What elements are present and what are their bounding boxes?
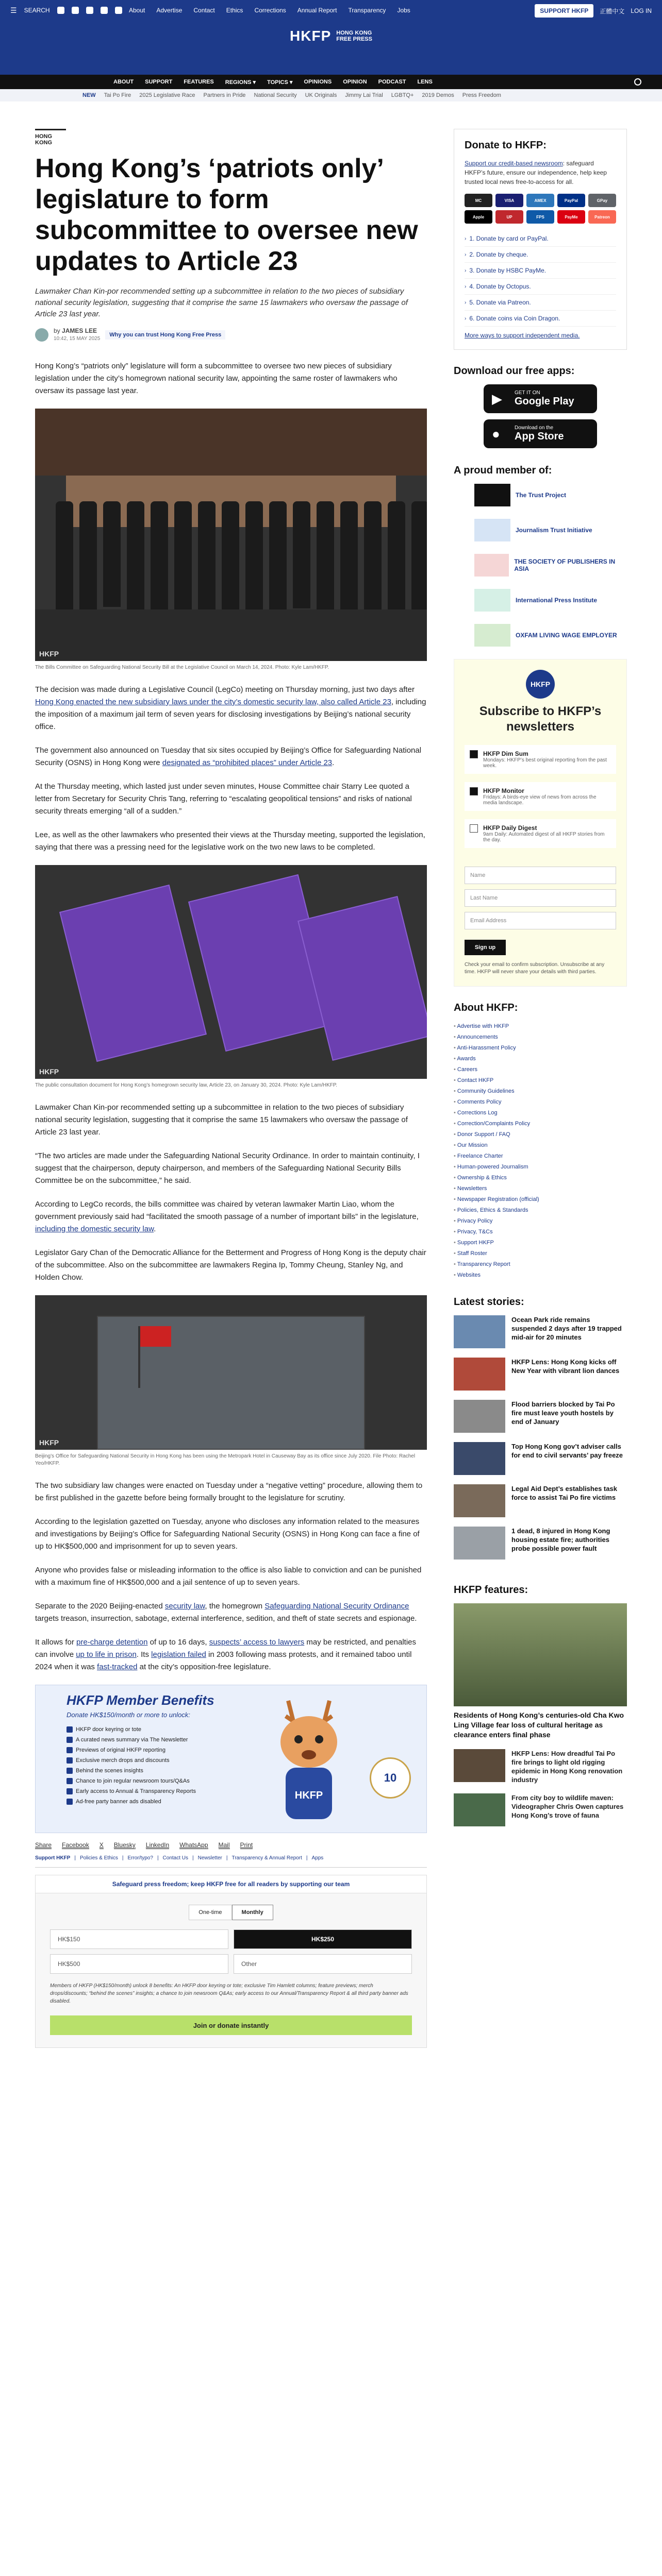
features-heading: HKFP features: [454,1584,528,1596]
lawmakers-row [56,501,427,617]
support-button[interactable]: SUPPORT HKFP [535,4,593,18]
check-icon [67,1726,73,1733]
donate-option[interactable]: › 5. Donate via Patreon. [465,295,616,311]
inline-link[interactable]: pre-charge detention [76,1638,148,1647]
donate-option[interactable]: › 1. Donate by card or PayPal. [465,231,616,247]
amount-option[interactable]: HK$150 [50,1929,228,1949]
utility-link-ethics[interactable]: Ethics [226,7,243,14]
site-logo[interactable] [268,21,394,52]
email-field[interactable]: Email Address [465,912,616,929]
author-avatar [35,328,48,342]
inline-link[interactable]: Safeguarding National Security Ordinance [264,1602,409,1611]
member-org[interactable]: The Trust Project [474,484,627,506]
about-link[interactable]: • Ownership & Ethics [454,1173,627,1183]
utility-link-about[interactable]: About [129,7,145,14]
more-ways-link[interactable]: More ways to support independent media. [465,332,580,339]
figure-caption: The Bills Committee on Safeguarding National Security Bill at the Legislative Council on March 14, 2024. Photo: Kyle Lam/HKFP. [35,665,329,670]
share-facebook[interactable]: Facebook [62,1841,89,1849]
instagram-icon[interactable] [86,7,93,14]
share-mail[interactable]: Mail [218,1841,230,1849]
about-link[interactable]: • Policies, Ethics & Standards [454,1205,627,1216]
tag-link[interactable]: Press Freedom [462,92,501,98]
footer-link[interactable]: Policies & Ethics [79,1855,118,1861]
signup-note: Check your email to confirm subscription. Unsubscribe at any time. HKFP will never share your details with third parties. [465,962,605,975]
google-play-button[interactable]: ▶ GET IT ON Google Play [484,384,597,413]
paypal-icon: PayPal [557,194,585,207]
article-date: 10:42, 15 MAY 2025 [54,336,101,342]
article-title: Hong Kong’s ‘patriots only’ legislature to form subcommittee to oversee new updates to Article 23 [35,154,418,276]
about-link[interactable]: • Newsletters [454,1183,627,1194]
about-links [454,1021,627,1281]
apple-icon: ● [492,426,500,442]
byline [35,327,427,343]
story-thumbnail [454,1527,505,1560]
about-link[interactable]: • Newspaper Registration (official) [454,1194,627,1205]
story-thumbnail [454,1484,505,1517]
donate-option[interactable]: › 4. Donate by Octopus. [465,279,616,295]
check-icon [67,1737,73,1743]
author-block: by JAMES LEE 10:42, 15 MAY 2025 [54,327,101,342]
newsletter-option[interactable]: HKFP Dim Sum Mondays: HKFP’s best original reporting from the past week. [465,745,616,774]
deer-mascot [257,1696,360,1824]
benefit-item: Previews of original HKFP reporting [67,1745,196,1755]
author-name[interactable]: JAMES LEE [62,327,97,334]
share-bar [35,1841,427,1849]
trust-project-logo [474,484,510,506]
about-link[interactable]: • Announcements [454,1032,627,1043]
inline-link[interactable]: fast-tracked [97,1663,138,1671]
benefit-item: A curated news summary via The Newsletter [67,1735,196,1745]
paragraph: Lee, as well as the other lawmakers who presented their views at the Thursday meeting, supported the legislation, saying that there was a pressing need for the legislative work on the two new laws to be completed. [35,831,425,852]
logo-text: HONG KONG FREE PRESS [336,30,372,42]
member-org[interactable]: International Press Institute [474,589,627,612]
language-link[interactable]: 正體中文 [600,7,625,15]
donate-text: Support our credit-based newsroom: safeguard HKFP’s future, ensure our independence, help keep trusted local news free-to-access for all. [465,160,607,185]
figure-lawmakers [35,409,427,671]
feature-main[interactable]: Residents of Hong Kong’s centuries-old Cha Kwo Ling Village fear loss of cultural heritage as clearance enters final phase [454,1603,627,1740]
share-label: Share [35,1841,52,1849]
share-whatsapp[interactable]: WhatsApp [179,1841,208,1849]
mastercard-icon: MC [465,194,492,207]
utility-link-advertise[interactable]: Advertise [156,7,183,14]
promo-title: HKFP Member Benefits [67,1692,214,1708]
anniversary-badge: 10 [370,1757,411,1799]
photo-watermark: HKFP [39,1438,59,1447]
share-bluesky[interactable]: Bluesky [113,1841,136,1849]
paragraph: Anyone who provides false or misleading information to the office is also liable to conviction and can be punished with a maximum fine of HK$500,000 and a jail sentence of up to seven years. [35,1566,422,1587]
youtube-icon[interactable] [101,7,108,14]
utility-link-contact[interactable]: Contact [193,7,215,14]
figure-osns-office [35,1295,427,1467]
menu-icon[interactable]: ☰ [10,6,17,14]
nav-features[interactable]: FEATURES [184,79,214,85]
consultation-photo [35,865,427,1079]
trending-tags [0,89,662,101]
checkbox-checked[interactable] [470,750,478,758]
latest-story[interactable]: Legal Aid Dept’s establishes task force to assist Tai Po fire victims [454,1484,627,1517]
benefit-item: Exclusive merch drops and discounts [67,1755,196,1766]
utility-link-jobs[interactable]: Jobs [397,7,410,14]
chevron-right-icon: › [465,315,467,321]
patreon-icon: Patreon [588,210,616,224]
jti-logo [474,519,510,541]
tag-link[interactable]: Tai Po Fire [104,92,131,98]
check-icon [67,1768,73,1774]
member-org[interactable]: THE SOCIETY OF PUBLISHERS IN ASIA [474,554,627,577]
apps-heading: Download our free apps: [454,365,575,377]
freq-monthly[interactable]: Monthly [232,1905,273,1920]
check-icon [67,1788,73,1794]
footer-link[interactable]: Contact Us [162,1855,189,1861]
paragraph: According to LegCo records, the bills committee was chaired by veteran lawmaker Martin Liao, whom the government previously said had “facilitated the smooth passage of a number of important bills” in the legislature, including the domestic security law. [35,1200,419,1233]
amount-options [36,1929,426,1974]
about-link[interactable]: • Websites [454,1270,627,1281]
story-thumbnail [454,1793,505,1826]
lawmakers-photo [35,409,427,661]
figure-caption: The public consultation document for Hong Kong’s homegrown security law, Article 23, on January 30, 2024. Photo: Kyle Lam/HKFP. [35,1082,338,1088]
about-link[interactable]: • Freelance Charter [454,1151,627,1162]
member-org[interactable]: OXFAM LIVING WAGE EMPLOYER [474,624,627,647]
chevron-right-icon: › [465,235,467,242]
about-link[interactable]: • Careers [454,1064,627,1075]
paragraph: At the Thursday meeting, which lasted just under seven minutes, House Committee chair Starry Lee quoted a letter from Secretary for Security Chris Tang, referring to “escalating geopolitical tensions” and risks of national security threats emerging “all of a sudden.” [35,782,412,816]
nav-opinion[interactable]: OPINION [343,79,367,85]
inline-link[interactable]: Hong Kong enacted the new subsidiary laws under the city’s domestic security law, also called Article 23 [35,698,391,706]
join-button[interactable]: Join or donate instantly [50,2015,412,2035]
donate-option[interactable]: › 3. Donate by HSBC PayMe. [465,263,616,279]
check-icon [67,1799,73,1805]
about-link[interactable]: • Privacy Policy [454,1216,627,1227]
inline-link[interactable]: up to life in prison [76,1650,137,1659]
figure-consultation [35,865,427,1089]
amex-icon: AMEX [526,194,554,207]
inline-link[interactable]: security law [164,1602,205,1611]
donate-option[interactable]: › 6. Donate coins via Coin Dragon. [465,311,616,327]
facebook-icon[interactable] [57,7,64,14]
last-name-field[interactable]: Last Name [465,889,616,907]
paragraph: The decision was made during a Legislative Council (LegCo) meeting on Thursday morning, just two days after Hong Kong enacted the new subsidiary laws under the city’s domestic security law, also called Article 23, including the imposition of a maximum jail term of seven years for disclosing investigations by Beijing’s national security office. [35,685,426,731]
app-store-button[interactable]: ● Download on the App Store [484,419,597,448]
feature-image [454,1603,627,1706]
photo-watermark: HKFP [39,650,59,658]
svg-text:HKFP: HKFP [294,1790,323,1801]
paragraph: Separate to the 2020 Beijing-enacted security law, the homegrown Safeguarding National Security Ordinance targets treason, insurrection, sabotage, external interference, sedition, and theft of state secrets and espionage. [35,1602,417,1623]
paragraph: Hong Kong’s “patriots only” legislature will form a subcommittee to oversee two new pieces of subsidiary legislation under the city’s homegrown national security law, appointing the same roster of lawmakers who oversaw its passage last year. [35,362,398,395]
figure-caption: Beijing’s Office for Safeguarding National Security in Hong Kong has been using the Metropark Hotel in Causeway Bay as its office since July 2020. File Photo: Rachel Yeo/HKFP. [35,1453,416,1466]
inline-link[interactable]: including the domestic security law [35,1225,154,1233]
about-link[interactable]: • Transparency Report [454,1259,627,1270]
play-icon: ▶ [492,391,502,406]
google-pay-icon: GPay [588,194,616,207]
hkfp-logo: HKFP [526,670,555,699]
utility-link-transparency[interactable]: Transparency [348,7,386,14]
nav-topics[interactable]: TOPICS ▾ [267,79,293,86]
inline-link[interactable]: suspects’ access to lawyers [209,1638,305,1647]
paragraph: It allows for pre-charge detention of up to 16 days, suspects’ access to lawyers may be restricted, and penalties can involve up to life in prison. Its legislation failed in 2003 following mass protests, and it remained taboo until 2024 when it was fast-tracked at the city’s opposition-free legislature. [35,1638,417,1671]
member-org[interactable]: Journalism Trust Initiative [474,519,627,541]
nav-podcast[interactable]: PODCAST [378,79,406,85]
tag-link[interactable]: 2019 Demos [422,92,454,98]
donate-card [454,129,627,350]
about-link[interactable]: • Awards [454,1054,627,1064]
feature-story[interactable]: HKFP Lens: How dreadful Tai Po fire brings to light old rigging epidemic in Hong Kong renovation industry [454,1749,627,1784]
member-heading: A proud member of: [454,465,552,476]
about-link[interactable]: • Community Guidelines [454,1086,627,1097]
share-x[interactable]: X [99,1841,104,1849]
footer-link[interactable]: Error/typo? [127,1855,153,1861]
share-linkedin[interactable]: LinkedIn [145,1841,170,1849]
story-thumbnail [454,1442,505,1475]
checkbox-checked[interactable] [470,787,478,795]
nav-opinions[interactable]: OPINIONS [304,79,332,85]
latest-story[interactable]: HKFP Lens: Hong Kong kicks off New Year with vibrant lion dances [454,1358,627,1391]
story-thumbnail [454,1315,505,1348]
story-thumbnail [454,1749,505,1782]
newsletter-signup [454,659,627,987]
article-footer-links: Support HKFP | Policies & Ethics | Error/typo? | Contact Us | Newsletter | Transparency & Annual Report | Apps [35,1855,427,1868]
name-field[interactable]: Name [465,867,616,884]
search-icon[interactable] [634,78,641,86]
threads-icon[interactable] [115,7,122,14]
donate-widget [35,1875,427,2048]
about-link[interactable]: • Contact HKFP [454,1075,627,1086]
tag-link[interactable]: UK Originals [305,92,337,98]
nav-regions[interactable]: REGIONS ▾ [225,79,256,86]
tag-link[interactable]: National Security [254,92,297,98]
about-heading: About HKFP: [454,1002,518,1013]
chevron-right-icon: › [465,299,467,306]
newsletter-option[interactable]: HKFP Monitor Fridays: A birds-eye view of news from across the media landscape. [465,782,616,811]
search-link[interactable]: SEARCH [24,7,50,14]
article-category[interactable]: HONG KONG [35,129,66,146]
paragraph: Legislator Gary Chan of the Democratic Alliance for the Betterment and Progress of Hong Kong is the deputy chair of the subcommittee. Also on the subcommittee are lawmakers Regina Ip, Tommy Cheung, Stanley Ng, and Holden Chow. [35,1248,426,1282]
check-icon [67,1747,73,1753]
sopa-logo [474,554,509,577]
footer-link[interactable]: Support HKFP [35,1855,71,1861]
donate-header: Safeguard press freedom; keep HKFP free for all readers by supporting our team [36,1875,426,1893]
top-bar [0,0,662,21]
inline-link[interactable]: legislation failed [151,1650,206,1659]
article [35,129,427,2048]
about-link[interactable]: • Privacy, T&Cs [454,1227,627,1238]
paragraph: “The two articles are made under the Safeguarding National Security Ordinance. In order to maintain continuity, I suggest that the chairperson, deputy chairperson, and members of the Safeguarding National Security Bills Committee be on the subcommittee,” he said. [35,1151,420,1185]
chevron-right-icon: › [465,283,467,290]
osns-office-photo [35,1295,427,1450]
header-actions [535,4,652,18]
login-link[interactable]: LOG IN [631,7,652,14]
footer-link[interactable]: Apps [311,1855,324,1861]
fps-icon: FPS [526,210,554,224]
amount-other-input[interactable]: Other [234,1954,412,1974]
latest-heading: Latest stories: [454,1296,524,1308]
amount-option-selected[interactable]: HK$250 [234,1929,412,1949]
sidebar [454,129,627,1836]
about-link[interactable]: • Corrections Log [454,1108,627,1118]
x-icon[interactable] [72,7,79,14]
chevron-right-icon: › [465,251,467,258]
benefit-item: Early access to Annual & Transparency Reports [67,1786,196,1797]
paragraph: According to the legislation gazetted on Tuesday, anyone who discloses any information related to the measures and investigations by Beijing’s Office for Safeguarding National Security (OSNS) in Hong Kong can face a fine of up to HK$500,000 and imprisonment for up to seven years. [35,1517,420,1551]
benefit-item: Behind the scenes insights [67,1766,196,1776]
benefit-item: Chance to join regular newsroom tours/Q&As [67,1776,196,1786]
ipi-logo [474,589,510,612]
visa-icon: VISA [495,194,523,207]
logo-mark: HKFP [290,28,332,44]
tag-link[interactable]: Partners in Pride [203,92,246,98]
story-thumbnail [454,1400,505,1433]
payme-icon: PayMe [557,210,585,224]
amount-option[interactable]: HK$500 [50,1954,228,1974]
main-nav [0,75,662,89]
utility-link-corrections[interactable]: Corrections [254,7,286,14]
article-lede: Lawmaker Chan Kin-por recommended setting up a subcommittee in relation to the two pieces of subsidiary national security legislation, suggesting that it comprise the same 15 lawmakers who oversaw the passage of Article 23 last year. [35,287,408,318]
photo-watermark: HKFP [39,1067,59,1076]
about-link[interactable]: • Staff Roster [454,1248,627,1259]
about-link[interactable]: • Anti-Harassment Policy [454,1043,627,1054]
tag-link[interactable]: Jimmy Lai Trial [345,92,383,98]
payment-icons [465,194,616,224]
paragraph: Lawmaker Chan Kin-por recommended setting up a subcommittee in relation to the two pieces of subsidiary national security legislation, suggesting that it comprise the same 15 lawmakers who oversaw the passage of Article 23 last year. [35,1103,408,1137]
donate-description: Members of HKFP (HK$150/month) unlock 8 benefits: An HKFP door keyring or tote; exclusive Tim Hamlett columns; feature previews; merch drops/discounts; “behind the scenes” insights; a chance to join newsroom Q&As; early access to our Annual/Transparency Report & all third party banner ads disabled. [50,1983,408,2004]
subscribe-title: Subscribe to HKFP’s newsletters [479,704,602,734]
inline-link[interactable]: designated as “prohibited places” under Article 23 [162,758,333,767]
about-link[interactable]: • Comments Policy [454,1097,627,1108]
about-link[interactable]: • Human-powered Journalism [454,1162,627,1173]
tag-link[interactable]: 2025 Legislative Race [139,92,195,98]
about-link[interactable]: • Support HKFP [454,1238,627,1248]
donate-option[interactable]: › 2. Donate by cheque. [465,247,616,263]
signup-button[interactable]: Sign up [465,940,506,955]
utility-links [129,0,410,21]
latest-story[interactable]: 1 dead, 8 injured in Hong Kong housing estate fire; authorities probe possible power fault [454,1527,627,1560]
new-badge: NEW [82,92,96,98]
share-print[interactable]: Print [240,1841,253,1849]
checkbox-unchecked[interactable] [470,824,478,833]
check-icon [67,1757,73,1764]
benefits-list [67,1724,196,1807]
tag-link[interactable]: LGBTQ+ [391,92,414,98]
trust-link[interactable]: Why you can trust Hong Kong Free Press [105,330,225,340]
oxfam-logo [474,624,510,647]
about-link[interactable]: • Advertise with HKFP [454,1021,627,1032]
member-benefits-promo[interactable] [35,1685,427,1833]
unionpay-icon: UP [495,210,523,224]
check-icon [67,1778,73,1784]
latest-story[interactable]: Top Hong Kong gov’t adviser calls for end to civil servants’ pay freeze [454,1442,627,1475]
nav-support[interactable]: SUPPORT [145,79,173,85]
paragraph: The two subsidiary law changes were enacted on Tuesday under a “negative vetting” procedure, allowing them to be first published in the gazette before being formally brought to the legislature for scrutiny. [35,1481,423,1502]
latest-story[interactable]: Flood barriers blocked by Tai Po fire must leave youth hostels by end of January [454,1400,627,1433]
benefit-item: Ad-free party banner ads disabled [67,1797,196,1807]
footer-link[interactable]: Transparency & Annual Report [231,1855,302,1861]
about-link[interactable]: • Our Mission [454,1140,627,1151]
feature-story[interactable]: From city boy to wildlife maven: Videographer Chris Owen captures Hong Kong’s trove of fauna [454,1793,627,1826]
newsletter-option[interactable]: HKFP Daily Digest 9am Daily: Automated digest of all HKFP stories from the day. [465,819,616,848]
about-link[interactable]: • Correction/Complaints Policy [454,1118,627,1129]
paragraph: The government also announced on Tuesday that six sites occupied by Beijing’s Office for Safeguarding National Security (OSNS) in Hong Kong were designated as “prohibited places” under Article 23. [35,746,422,767]
latest-story[interactable]: Ocean Park ride remains suspended 2 days after 19 trapped mid-air for 20 minutes [454,1315,627,1348]
benefit-item: HKFP door keyring or tote [67,1724,196,1735]
freq-one-time[interactable]: One-time [189,1905,231,1920]
site-header [0,0,662,75]
nav-lens[interactable]: LENS [417,79,433,85]
chevron-right-icon: › [465,267,467,274]
promo-subtitle: Donate HK$150/month or more to unlock: [67,1711,190,1719]
nav-about[interactable]: ABOUT [113,79,134,85]
donate-heading: Donate to HKFP: [465,140,547,151]
utility-link-annual-report[interactable]: Annual Report [297,7,337,14]
about-link[interactable]: • Donor Support / FAQ [454,1129,627,1140]
donate-link[interactable]: Support our credit-based newsroom [465,160,563,167]
story-thumbnail [454,1358,505,1391]
frequency-toggle [36,1905,426,1920]
apple-pay-icon: Apple [465,210,492,224]
footer-link[interactable]: Newsletter [197,1855,222,1861]
